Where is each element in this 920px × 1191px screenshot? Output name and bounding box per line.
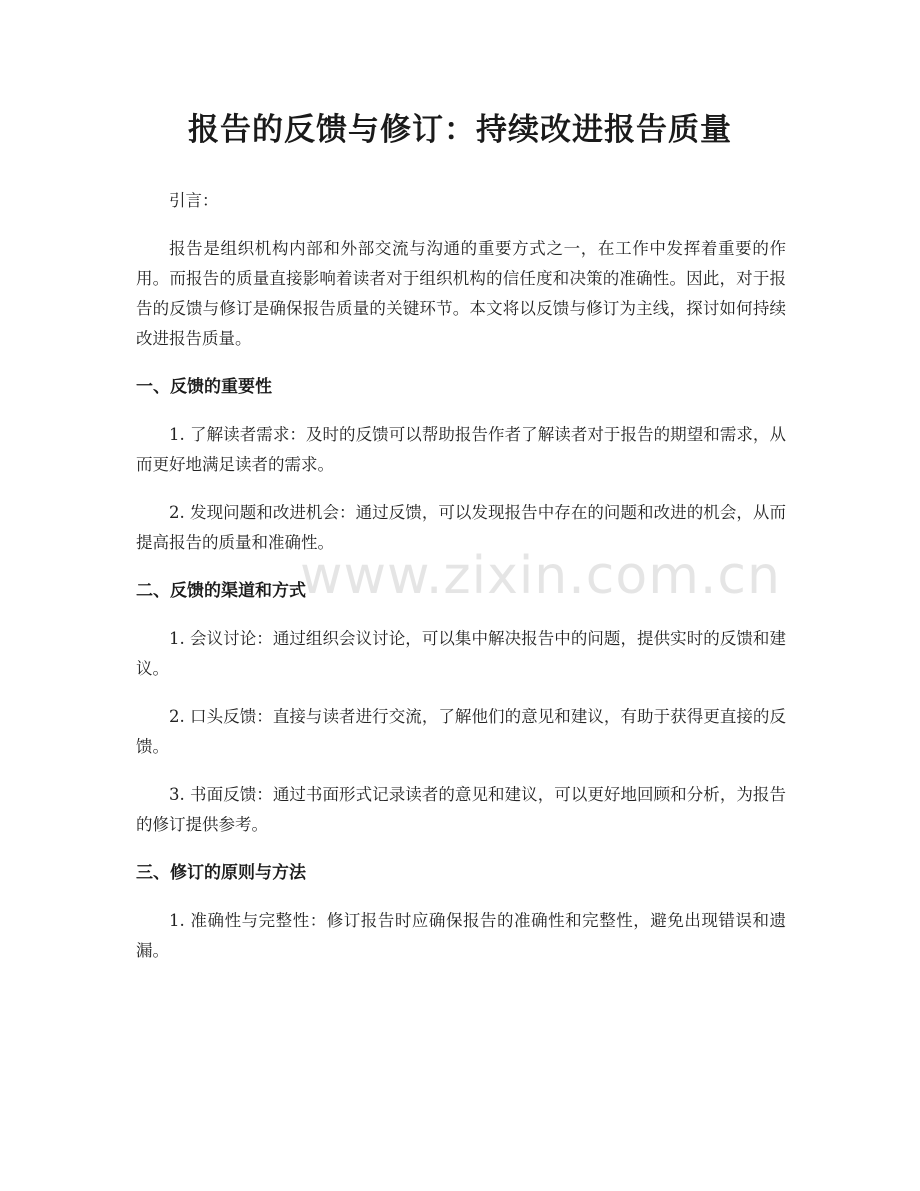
watermark: www.zixin.com.cn [300, 546, 781, 606]
page-title: 报告的反馈与修订：持续改进报告质量 [188, 112, 732, 148]
section-2-item-3: 3. 书面反馈：通过书面形式记录读者的意见和建议，可以更好地回顾和分析，为报告的修订提供参考。 [136, 785, 786, 834]
section-3-item-1: 1. 准确性与完整性：修订报告时应确保报告的准确性和完整性，避免出现错误和遗漏。 [136, 911, 786, 960]
document-body [136, 186, 786, 984]
section-heading-3: 三、修订的原则与方法 [136, 863, 306, 883]
section-2-item-1: 1. 会议讨论：通过组织会议讨论，可以集中解决报告中的问题，提供实时的反馈和建议。 [136, 629, 786, 678]
intro-label: 引言： [169, 191, 219, 210]
section-heading-2: 二、反馈的渠道和方式 [136, 581, 306, 601]
section-1-item-2: 2. 发现问题和改进机会：通过反馈，可以发现报告中存在的问题和改进的机会，从而提高报告的质量和准确性。 [136, 503, 786, 552]
section-heading-1: 一、反馈的重要性 [136, 377, 272, 397]
section-1-item-1: 1. 了解读者需求：及时的反馈可以帮助报告作者了解读者对于报告的期望和需求，从而更好地满足读者的需求。 [136, 425, 786, 474]
section-2-item-2: 2. 口头反馈：直接与读者进行交流，了解他们的意见和建议，有助于获得更直接的反馈。 [136, 707, 786, 756]
intro-paragraph: 报告是组织机构内部和外部交流与沟通的重要方式之一，在工作中发挥着重要的作用。而报告的质量直接影响着读者对于组织机构的信任度和决策的准确性。因此，对于报告的反馈与修订是确保报告质量的关键环节。本文将以反馈与修订为主线，探讨如何持续改进报告质量。 [136, 239, 786, 348]
